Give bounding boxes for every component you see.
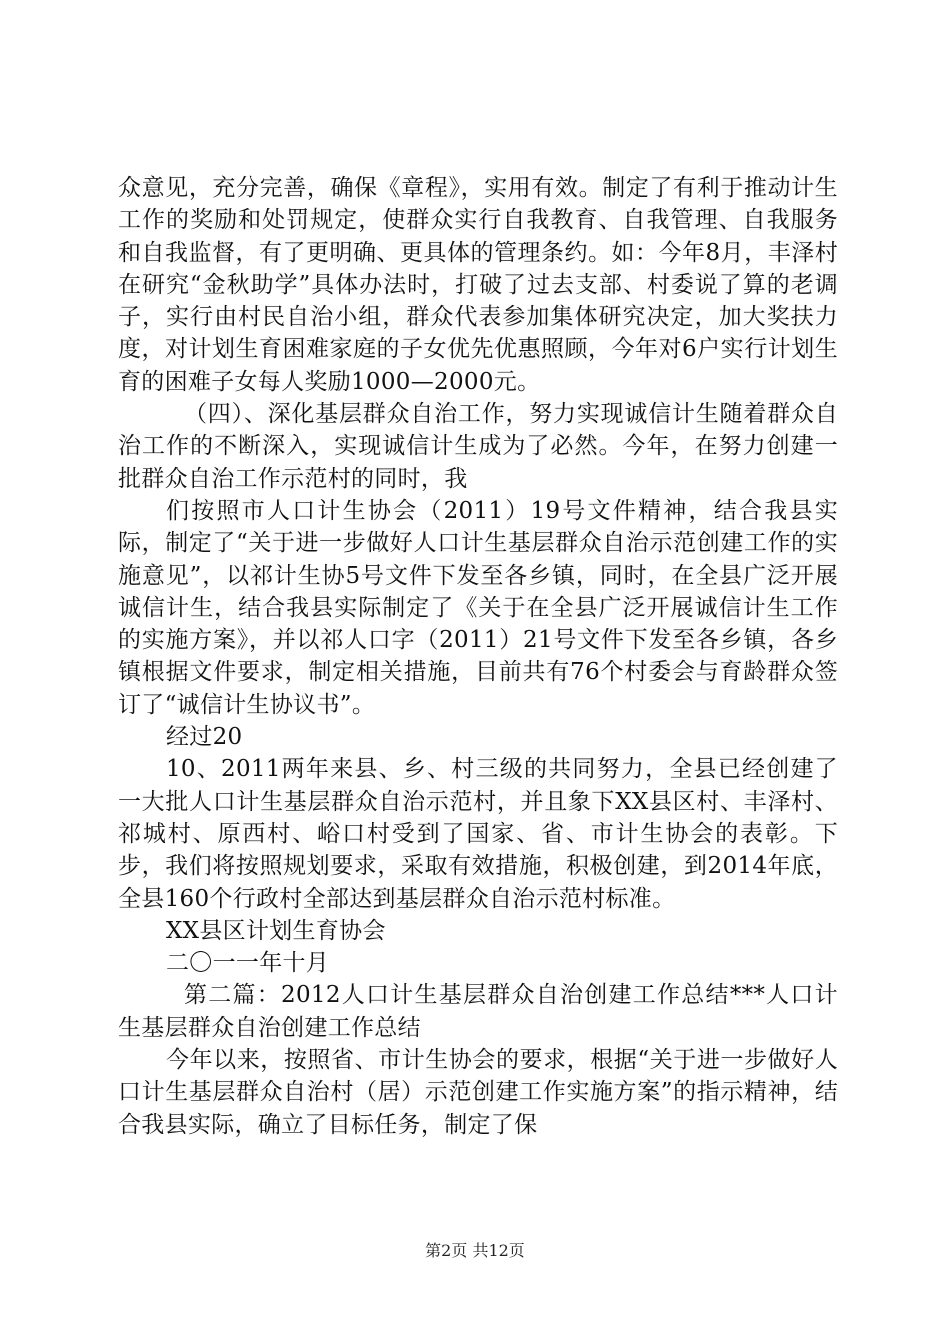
paragraph-1: 众意见，充分完善，确保《章程》，实用有效。制定了有利于推动计生工作的奖励和处罚规定，使群众实行自我教育、自我管理、自我服务和自我监督，有了更明确、更具体的管理条约。如：今年8月，丰泽村在研究“金秋助学”具体办法时，打破了过去支部、村委说了算的老调子，实行由村民自治小组，群众代表参加集体研究决定，加大奖扶力度，对计划生育困难家庭的子女优先优惠照顾，今年对6户实行计划生育的困难子女每人奖励1000—2000元。 [118,175,838,395]
signature-date: 二〇一一年十月 [166,950,330,977]
section-heading: 第二篇：2012人口计生基层群众自治创建工作总结***人口计生基层群众自治创建工作总结 [118,982,838,1041]
paragraph-2: （四）、深化基层群众自治工作，努力实现诚信计生随着群众自治工作的不断深入，实现诚信计生成为了必然。今年，在努力创建一批群众自治工作示范村的同时，我 [118,401,838,492]
signature-organization: XX县区计划生育协会 [166,917,386,944]
document-body [118,172,838,1141]
paragraph-6: 今年以来，按照省、市计生协会的要求，根据“关于进一步做好人口计生基层群众自治村（居）示范创建工作实施方案”的指示精神，结合我县实际，确立了目标任务，制定了保 [118,1047,838,1138]
page-number-footer: 第2页 共12页 [425,1241,525,1260]
paragraph-3: 们按照市人口计生协会（2011）19号文件精神，结合我县实际，制定了“关于进一步做好人口计生基层群众自治示范创建工作的实施意见”，以祁计生协5号文件下发至各乡镇，同时，在全县广泛开展诚信计生，结合我县实际制定了《关于在全县广泛开展诚信计生工作的实施方案》，并以祁人口字（2011）21号文件下发至各乡镇，各乡镇根据文件要求，制定相关措施，目前共有76个村委会与育龄群众签订了“诚信计生协议书”。 [118,497,838,718]
paragraph-4: 经过20 [166,724,243,751]
paragraph-5: 10、2011两年来县、乡、村三级的共同努力，全县已经创建了一大批人口计生基层群众自治示范村，并且象下XX县区村、丰泽村、祁城村、原西村、峪口村受到了国家、省、市计生协会的表彰。下步，我们将按照规划要求，采取有效措施，积极创建，到2014年底，全县160个行政村全部达到基层群众自治示范村标准。 [118,756,838,912]
